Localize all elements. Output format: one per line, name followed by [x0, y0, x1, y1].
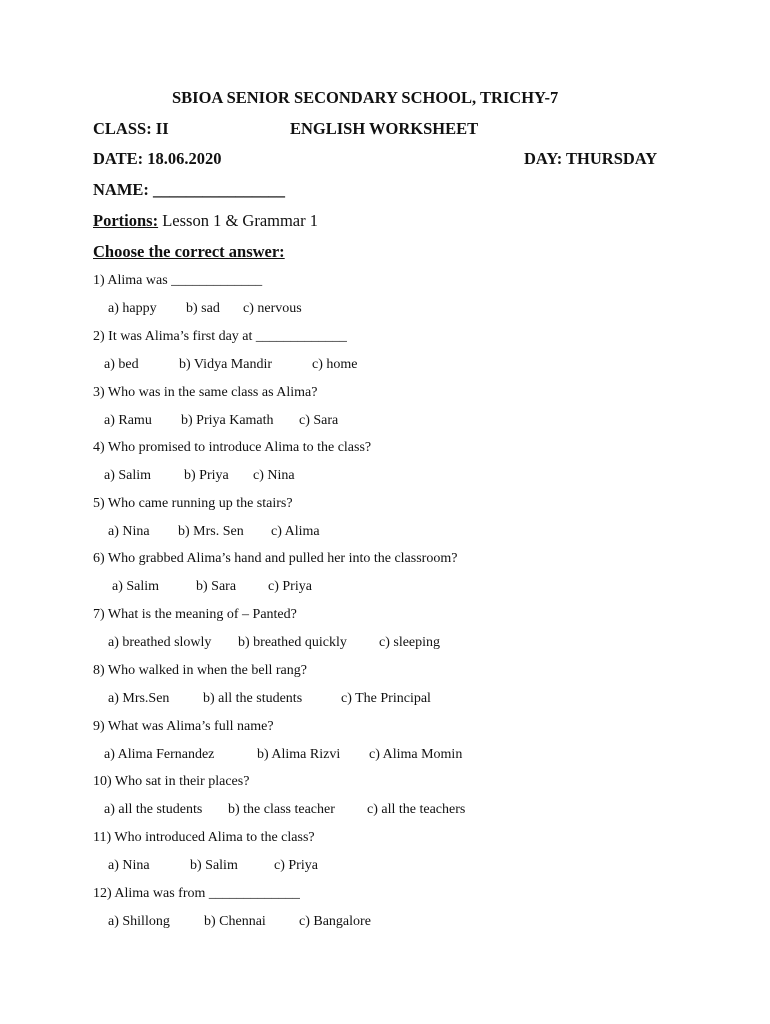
question-5: 5) Who came running up the stairs? — [93, 496, 293, 511]
option-10c: c) all the teachers — [367, 802, 466, 817]
option-4b: b) Priya — [184, 468, 229, 483]
portions-line — [93, 213, 318, 230]
school-name: SBIOA SENIOR SECONDARY SCHOOL, TRICHY-7 — [172, 88, 559, 107]
instruction: Choose the correct answer: — [93, 242, 285, 261]
option-12c: c) Bangalore — [299, 914, 371, 929]
option-8c: c) The Principal — [341, 691, 431, 706]
option-7c: c) sleeping — [379, 635, 441, 650]
question-4: 4) Who promised to introduce Alima to the class? — [93, 440, 372, 455]
option-12b: b) Chennai — [204, 914, 266, 929]
question-9: 9) What was Alima’s full name? — [93, 719, 274, 734]
day-label: DAY: THURSDAY — [524, 149, 658, 168]
option-5a: a) Nina — [108, 524, 150, 539]
portions-value: Lesson 1 & Grammar 1 — [158, 211, 319, 230]
option-9b: b) Alima Rizvi — [257, 747, 341, 762]
option-1c: c) nervous — [243, 301, 302, 316]
option-9a: a) Alima Fernandez — [104, 747, 215, 762]
question-2: 2) It was Alima’s first day at _____________ — [93, 329, 347, 344]
question-6: 6) Who grabbed Alima’s hand and pulled her into the classroom? — [93, 551, 458, 566]
option-12a: a) Shillong — [108, 914, 170, 929]
name-field: NAME: ________________ — [93, 180, 286, 199]
option-2b: b) Vidya Mandir — [179, 357, 272, 372]
option-11c: c) Priya — [274, 858, 318, 873]
option-6b: b) Sara — [196, 579, 237, 594]
option-5c: c) Alima — [271, 524, 320, 539]
portions-label: Portions: — [93, 211, 159, 230]
class-label: CLASS: II — [93, 119, 169, 138]
option-8b: b) all the students — [203, 691, 303, 706]
worksheet-title: ENGLISH WORKSHEET — [290, 119, 479, 138]
question-7: 7) What is the meaning of – Panted? — [93, 607, 297, 622]
option-3a: a) Ramu — [104, 413, 152, 428]
option-8a: a) Mrs.Sen — [108, 691, 170, 706]
option-9c: c) Alima Momin — [369, 747, 463, 762]
question-10: 10) Who sat in their places? — [93, 774, 250, 789]
option-6c: c) Priya — [268, 579, 312, 594]
question-1: 1) Alima was _____________ — [93, 273, 263, 288]
question-12: 12) Alima was from _____________ — [93, 886, 300, 901]
option-10b: b) the class teacher — [228, 802, 335, 817]
option-3c: c) Sara — [299, 413, 339, 428]
option-1b: b) sad — [186, 301, 220, 316]
option-4a: a) Salim — [104, 468, 152, 483]
question-11: 11) Who introduced Alima to the class? — [93, 830, 315, 845]
date-label: DATE: 18.06.2020 — [93, 149, 222, 168]
option-3b: b) Priya Kamath — [181, 413, 274, 428]
option-4c: c) Nina — [253, 468, 295, 483]
option-2c: c) home — [312, 357, 358, 372]
option-2a: a) bed — [104, 357, 139, 372]
option-1a: a) happy — [108, 301, 157, 316]
option-5b: b) Mrs. Sen — [178, 524, 244, 539]
option-11a: a) Nina — [108, 858, 150, 873]
option-7a: a) breathed slowly — [108, 635, 212, 650]
option-11b: b) Salim — [190, 858, 238, 873]
question-3: 3) Who was in the same class as Alima? — [93, 385, 318, 400]
question-8: 8) Who walked in when the bell rang? — [93, 663, 307, 678]
option-10a: a) all the students — [104, 802, 203, 817]
option-6a: a) Salim — [112, 579, 160, 594]
option-7b: b) breathed quickly — [238, 635, 347, 650]
